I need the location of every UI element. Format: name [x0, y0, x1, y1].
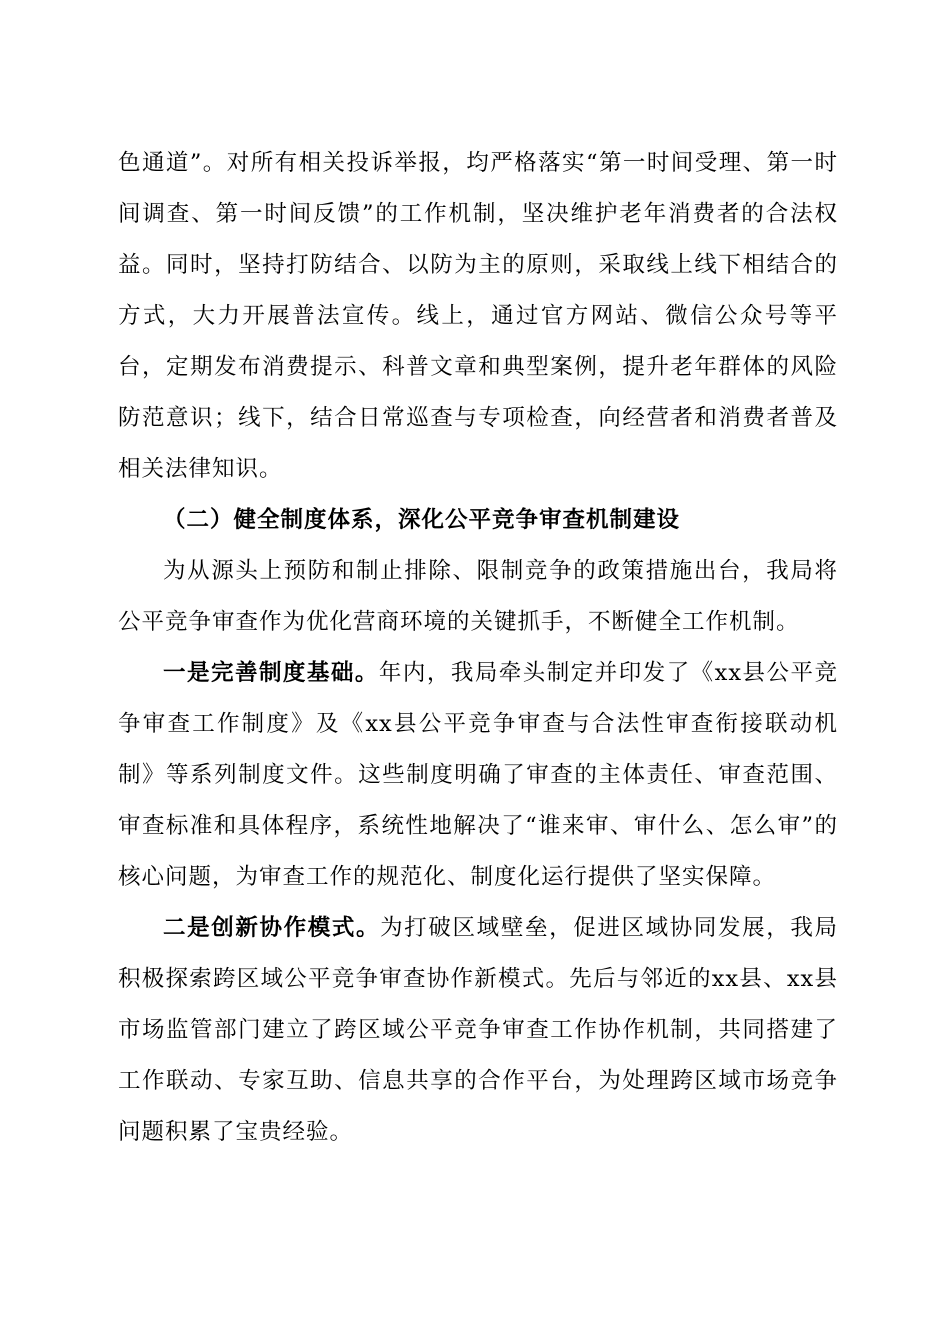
paragraph-lead-text: 二是创新协作模式。 [163, 915, 381, 941]
document-body [118, 138, 838, 1158]
paragraph-body-text: 为打破区域壁垒，促进区域协同发展，我局积极探索跨区域公平竞争审查协作新模式。先后与邻近的xx县、xx县市场监管部门建立了跨区域公平竞争审查工作协作机制，共同搭建了工作联动、专家互助、信息共享的合作平台，为处理跨区域市场竞争问题积累了宝贵经验。 [118, 915, 838, 1145]
paragraph-lead-text: 一是完善制度基础。 [163, 660, 379, 686]
paragraph-body-text: 年内，我局牵头制定并印发了《xx县公平竞争审查工作制度》及《xx县公平竞争审查与合法性审查衔接联动机制》等系列制度文件。这些制度明确了审查的主体责任、审查范围、审查标准和具体程序，系统性地解决了“谁来审、审什么、怎么审”的核心问题，为审查工作的规范化、制度化运行提供了坚实保障。 [118, 660, 838, 890]
paragraph-continuation: 色通道”。对所有相关投诉举报，均严格落实“第一时间受理、第一时间调查、第一时间反馈”的工作机制，坚决维护老年消费者的合法权益。同时，坚持打防结合、以防为主的原则，采取线上线下相结合的方式，大力开展普法宣传。线上，通过官方网站、微信公众号等平台，定期发布消费提示、科普文章和典型案例，提升老年群体的风险防范意识；线下，结合日常巡查与专项检查，向经营者和消费者普及相关法律知识。 [118, 150, 838, 482]
paragraph-collaboration-model [118, 903, 838, 1158]
paragraph-institutional-foundation [118, 648, 838, 903]
section-heading: （二）健全制度体系，深化公平竞争审查机制建设 [163, 507, 681, 533]
paragraph-intro: 为从源头上预防和制止排除、限制竞争的政策措施出台，我局将公平竞争审查作为优化营商环境的关键抓手，不断健全工作机制。 [118, 558, 838, 635]
